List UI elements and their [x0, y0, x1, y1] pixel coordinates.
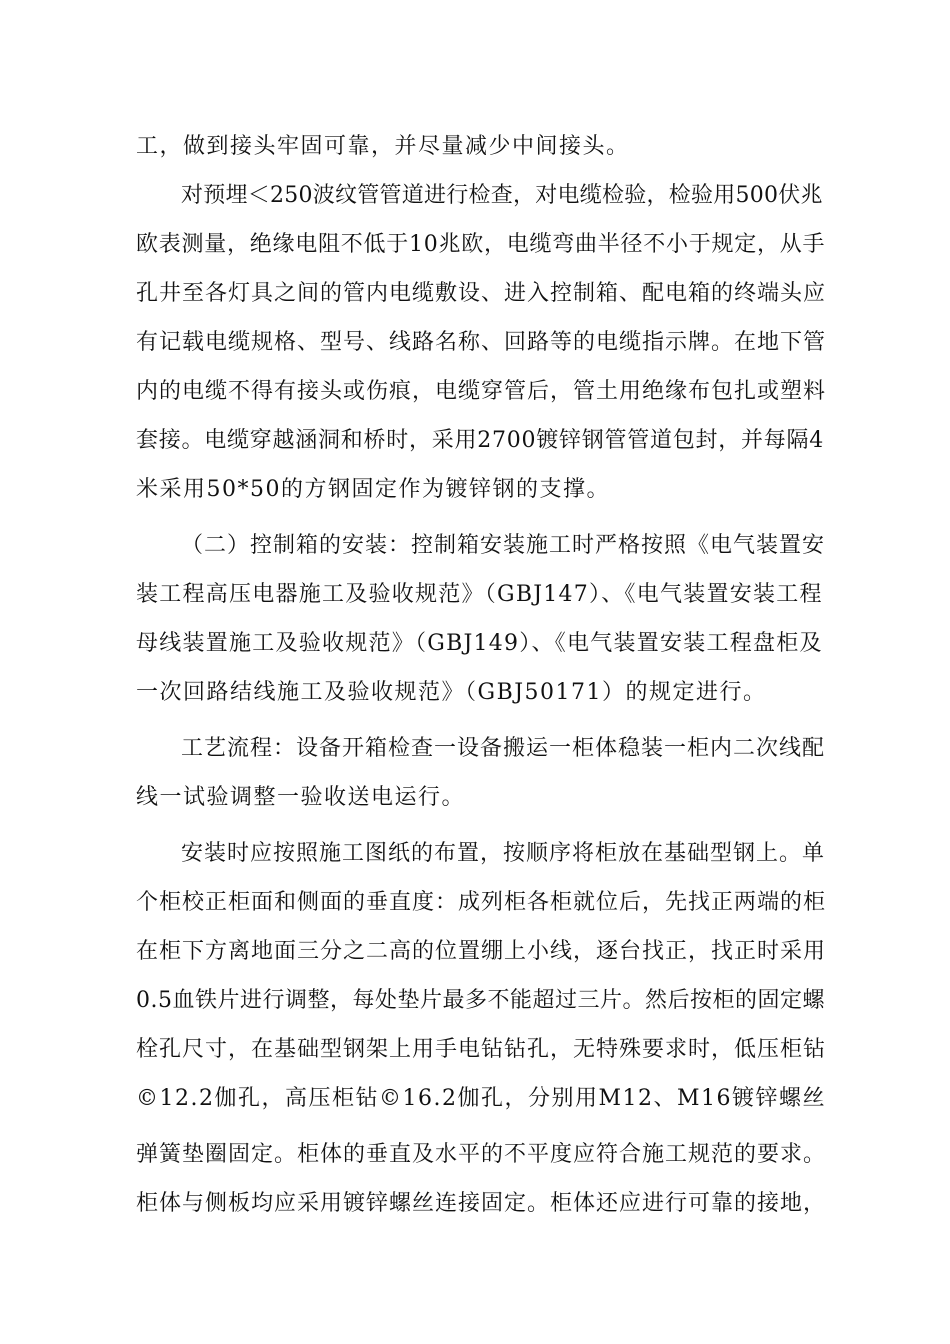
text-line-1: 工，做到接头牢固可靠，并尽量减少中间接头。	[136, 134, 630, 159]
text-line-20: ©12.2伽孔，高压柜钻©16.2伽孔，分别用M12、M16镀锌螺丝	[136, 1086, 827, 1111]
text-line-8: 米采用50*50的方钢固定作为镀锌钢的支撑。	[136, 477, 610, 502]
text-line-6: 内的电缆不得有接头或伤痕，电缆穿管后，管土用绝缘布包扎或塑料	[136, 379, 827, 404]
text-line-11: 母线装置施工及验收规范》（GBJ149）、《电气装置安装工程盘柜及	[136, 631, 823, 656]
text-line-9: （二）控制箱的安装：控制箱安装施工时严格按照《电气装置安	[181, 533, 826, 558]
text-line-15: 安装时应按照施工图纸的布置，按顺序将柜放在基础型钢上。单	[181, 841, 826, 866]
text-line-19: 栓孔尺寸，在基础型钢架上用手电钻钻孔，无特殊要求时，低压柜钻	[136, 1037, 827, 1062]
text-line-21: 弹簧垫圈固定。柜体的垂直及水平的不平度应符合施工规范的要求。	[136, 1142, 827, 1167]
text-line-3: 欧表测量，绝缘电阻不低于10兆欧，电缆弯曲半径不小于规定，从手	[136, 232, 826, 257]
text-line-2: 对预埋＜250波纹管管道进行检查，对电缆检验，检验用500伏兆	[181, 183, 823, 208]
text-line-14: 线一试验调整一验收送电运行。	[136, 785, 466, 810]
text-line-5: 有记载电缆规格、型号、线路名称、回路等的电缆指示牌。在地下管	[136, 330, 827, 355]
text-line-17: 在柜下方离地面三分之二高的位置绷上小线，逐台找正，找正时采用	[136, 939, 827, 964]
text-line-16: 个柜校正柜面和侧面的垂直度：成列柜各柜就位后，先找正两端的柜	[136, 890, 827, 915]
text-line-13: 工艺流程：设备开箱检查一设备搬运一柜体稳装一柜内二次线配	[181, 736, 826, 761]
text-line-12: 一次回路结线施工及验收规范》（GBJ50171）的规定进行。	[136, 680, 767, 705]
text-line-18: 0.5血铁片进行调整，每处垫片最多不能超过三片。然后按柜的固定螺	[136, 988, 825, 1013]
text-line-22: 柜体与侧板均应采用镀锌螺丝连接固定。柜体还应进行可靠的接地，	[136, 1191, 827, 1216]
text-line-10: 装工程高压电器施工及验收规范》（GBJ147）、《电气装置安装工程	[136, 582, 823, 607]
text-line-4: 孔井至各灯具之间的管内电缆敷设、进入控制箱、配电箱的终端头应	[136, 281, 827, 306]
text-line-7: 套接。电缆穿越涵洞和桥时，采用2700镀锌钢管管道包封，并每隔4	[136, 428, 824, 453]
